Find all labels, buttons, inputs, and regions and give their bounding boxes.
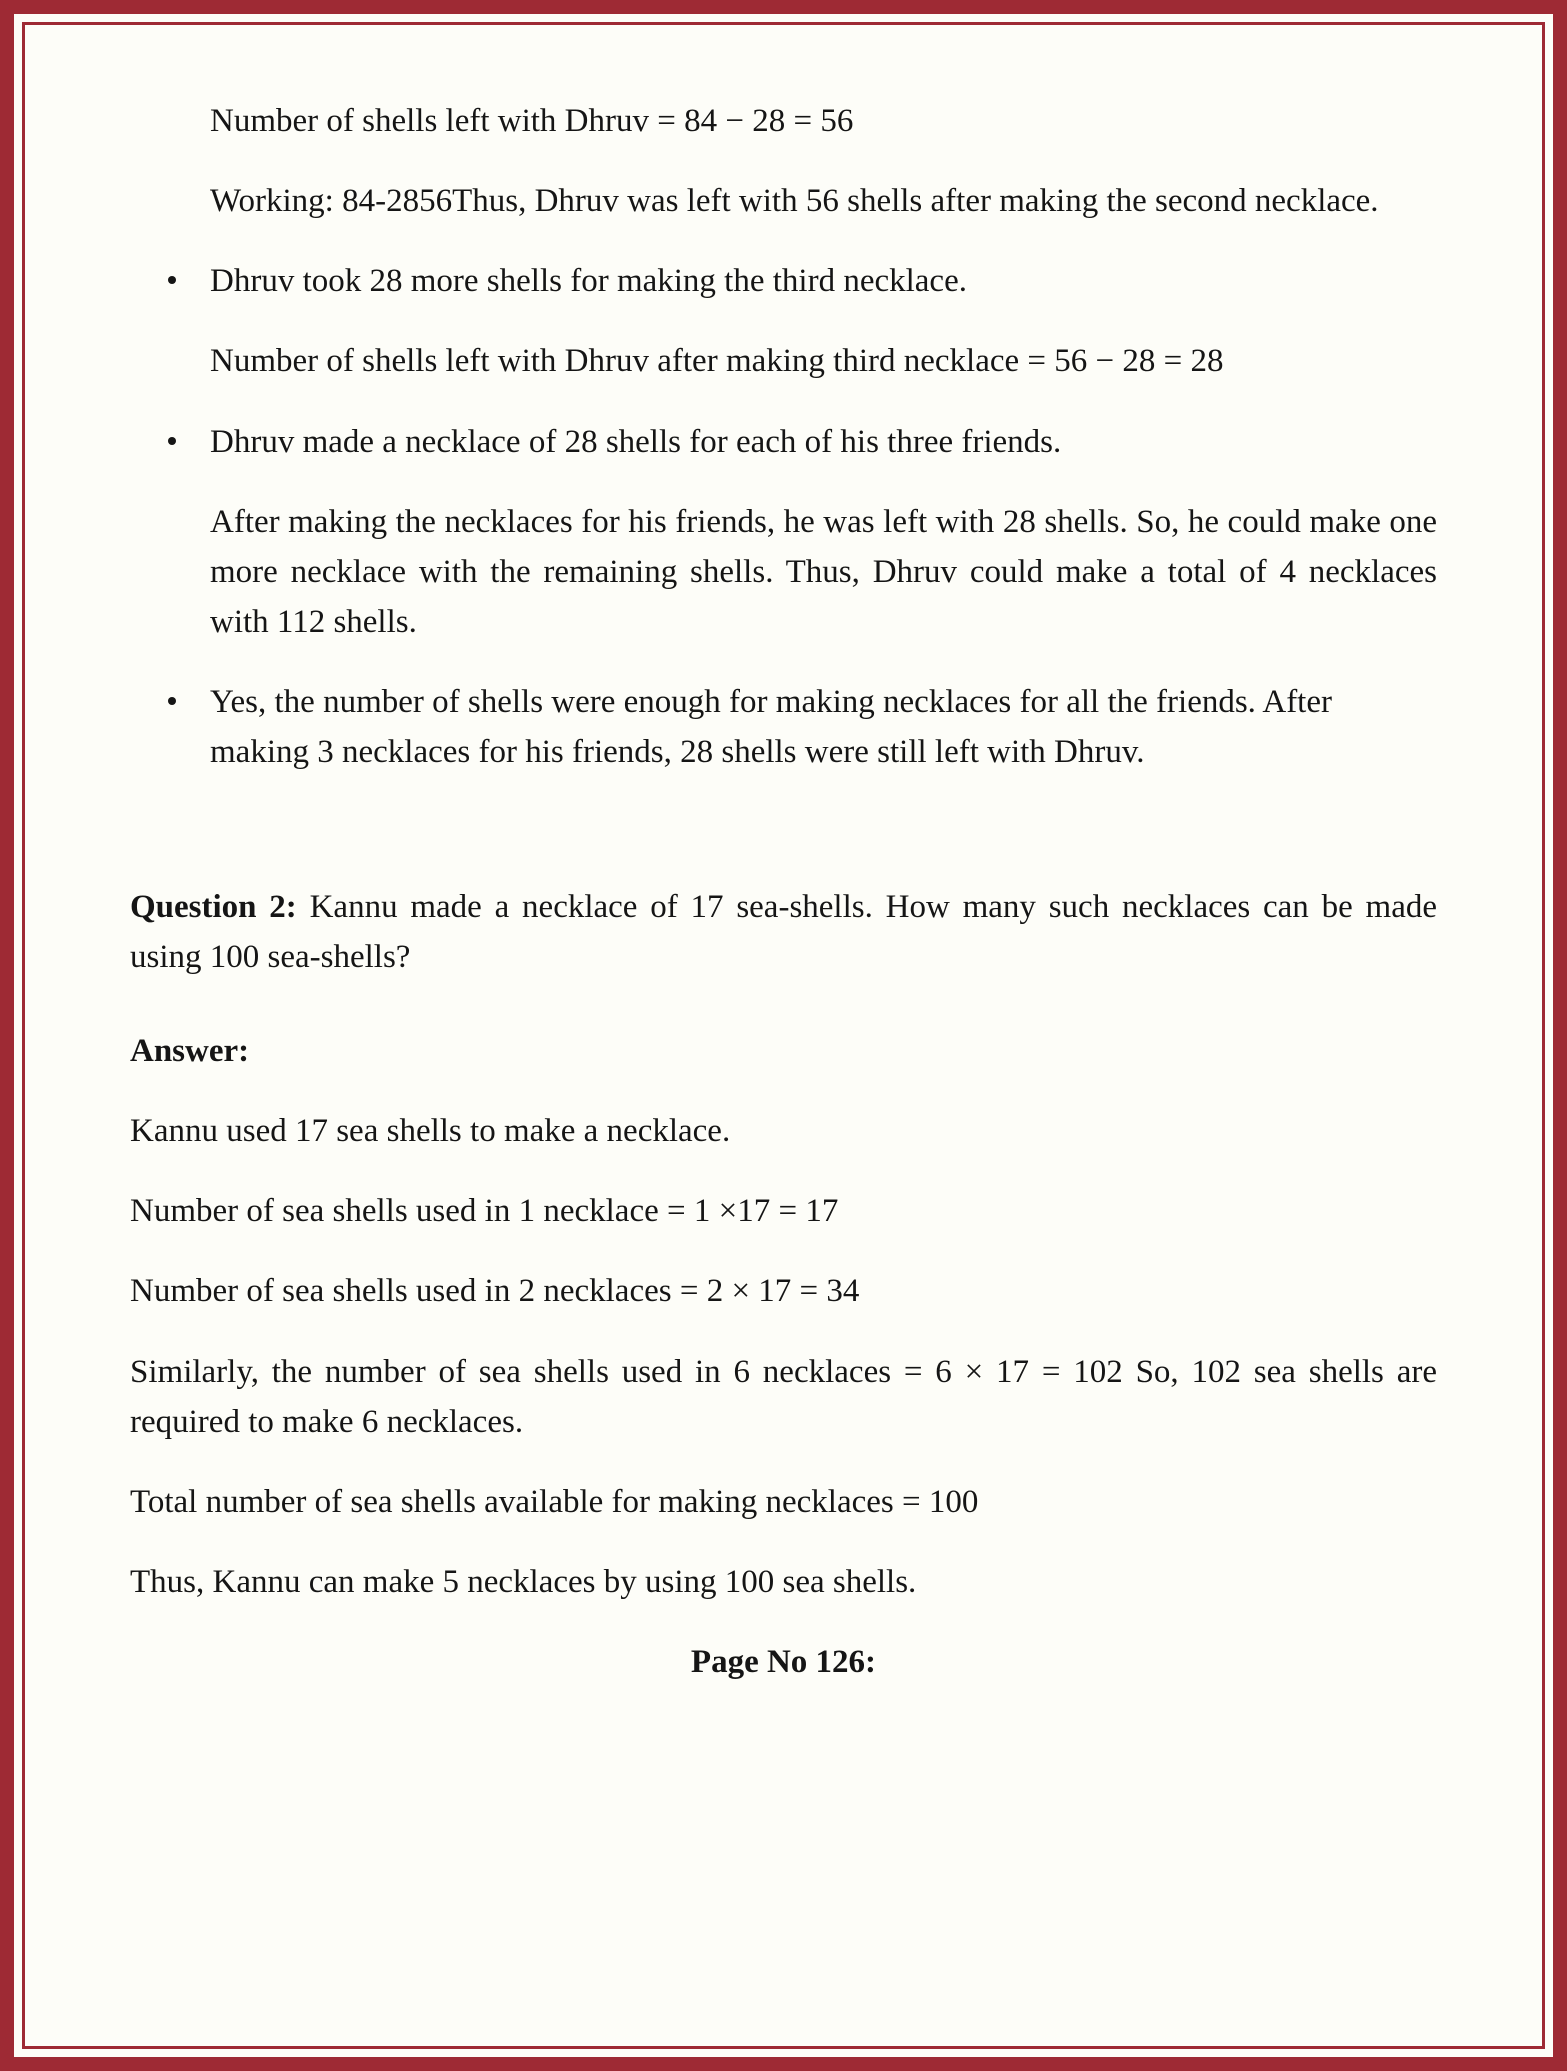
line-shells-left-with-dhruv: Number of shells left with Dhruv = 84 − 28 = 56	[210, 103, 854, 139]
question-2-label: Question 2:	[130, 888, 297, 925]
spacer	[130, 226, 1437, 256]
answer-line-6: Thus, Kannu can make 5 necklaces by using 100 sea shells.	[130, 1563, 917, 1600]
answer-line-3: Number of sea shells used in 2 necklaces = 2 × 17 = 34	[130, 1273, 860, 1310]
working-paragraph: Working: 84-2856Thus, Dhruv was left with 56 shells after making the second necklace.	[210, 183, 1379, 220]
document-content	[130, 96, 1437, 2031]
answer-bullet-list-3	[130, 677, 1437, 777]
spacer	[130, 1076, 1437, 1106]
spacer	[130, 467, 1437, 497]
section-spacer	[130, 778, 1437, 882]
spacer	[130, 387, 1437, 417]
spacer	[130, 1527, 1437, 1557]
bullet-dot-icon	[168, 697, 176, 705]
spacer	[130, 1607, 1437, 1637]
spacer	[130, 146, 1437, 176]
answer-label: Answer:	[130, 1032, 250, 1069]
bullet-text-friends-necklace: Dhruv made a necklace of 28 shells for each of his three friends.	[210, 423, 1062, 460]
spacer	[130, 647, 1437, 677]
answer-bullet-list-2	[130, 417, 1437, 467]
spacer	[130, 306, 1437, 336]
spacer	[130, 1236, 1437, 1266]
page-number-footer: Page No 126:	[690, 1644, 877, 1681]
bullet-dot-icon	[168, 437, 176, 445]
answer-line-2: Number of sea shells used in 1 necklace = 1 ×17 = 17	[130, 1193, 839, 1230]
line-shells-after-third-necklace: Number of shells left with Dhruv after making third necklace = 56 − 28 = 28	[210, 343, 1224, 380]
bullet-text-third-necklace: Dhruv took 28 more shells for making the third necklace.	[210, 263, 967, 300]
bullet-text-yes-enough: Yes, the number of shells were enough for making necklaces for all the friends. After making 3 necklaces for his friends, 28 shells were still left with Dhruv.	[210, 684, 1332, 771]
spacer	[130, 1317, 1437, 1347]
list-item	[130, 256, 1437, 306]
bullet-dot-icon	[168, 276, 176, 284]
list-item	[130, 417, 1437, 467]
spacer	[130, 1156, 1437, 1186]
answer-line-1: Kannu used 17 sea shells to make a necklace.	[130, 1113, 731, 1150]
question-2-text: Kannu made a necklace of 17 sea-shells. How many such necklaces can be made using 100 sea-shells?	[130, 888, 1437, 975]
answer-bullet-list	[130, 256, 1437, 306]
answer-line-5: Total number of sea shells available for making necklaces = 100	[130, 1483, 979, 1520]
list-item	[130, 677, 1437, 777]
spacer	[130, 982, 1437, 1026]
spacer	[130, 1447, 1437, 1477]
question-2-heading	[130, 882, 1437, 982]
answer-line-4: Similarly, the number of sea shells used in 6 necklaces = 6 × 17 = 102 So, 102 sea shells are required to make 6 necklaces.	[130, 1353, 1437, 1440]
paragraph-after-making-necklaces: After making the necklaces for his friends, he was left with 28 shells. So, he could make one more necklace with the remaining shells. Thus, Dhruv could make a total of 4 necklaces with 112 shells.	[210, 503, 1437, 641]
